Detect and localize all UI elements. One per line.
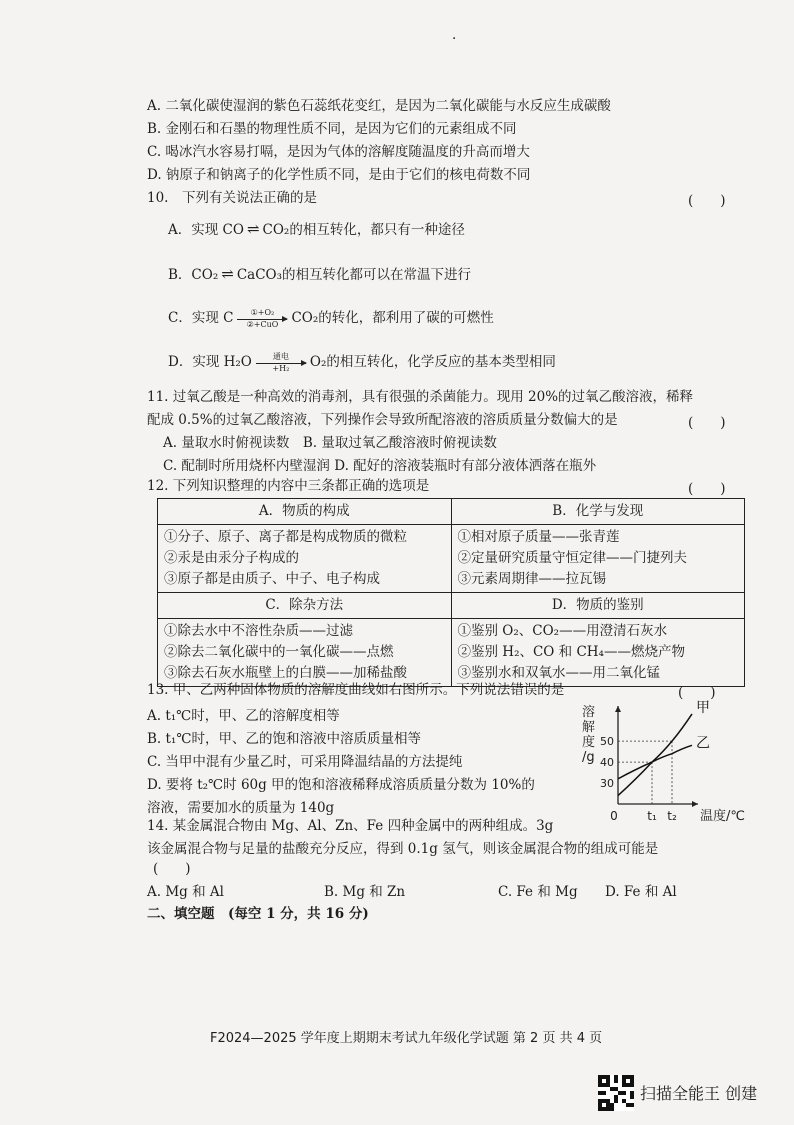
q9-option-c: C. 喝冰汽水容易打嗝，是因为气体的溶解度随温度的升高而增大 <box>147 144 530 160</box>
equilibrium-arrow-icon: ⇌ <box>221 265 234 283</box>
table-cell-a: ①分子、原子、离子都是构成物质的微粒 ②汞是由汞分子构成的 ③原子都是由质子、中子、电子构成 <box>158 525 452 593</box>
reaction-arrow-icon: ①+O₂ ②+CuO <box>235 310 289 328</box>
q11-stem-line2: 配成 0.5%的过氧乙酸溶液，下列操作会导致所配溶液的溶质质量分数偏大的是 <box>147 412 618 428</box>
y-axis-arrow-icon <box>615 706 621 712</box>
section-2-heading: 二、填空题 (每空 1 分，共 16 分) <box>147 906 369 922</box>
q9-option-a: A. 二氧化碳使湿润的紫色石蕊纸花变红，是因为二氧化碳能与水反应生成碳酸 <box>147 98 611 114</box>
series-label: 甲 <box>696 699 710 716</box>
table-cell-c: ①除去水中不溶性杂质——过滤 ②除去二氧化碳中的一氧化碳——点燃 ③除去石灰水瓶壁上的白膜——加稀盐酸 <box>158 619 452 687</box>
series-curve-jia <box>618 714 692 796</box>
q13-stem: 13. 甲、乙两种固体物质的溶解度曲线如右图所示。下列说法错误的是 <box>147 682 565 698</box>
q10-option-a: A．实现 CO ⇌ CO₂的相互转化，都只有一种途径 <box>168 220 465 238</box>
top-dot: · <box>452 31 457 47</box>
q12-stem: 12. 下列知识整理的内容中三条都正确的选项是 <box>147 478 430 494</box>
solubility-chart <box>580 699 770 832</box>
y-axis-label: 溶 <box>582 705 596 720</box>
x-tick-label: t₁ <box>647 809 657 823</box>
reaction-arrow-icon: 通电 +H₂ <box>254 354 308 372</box>
q13-option-d-line2: 溶液，需要加水的质量为 140g <box>147 800 335 816</box>
y-axis-label: /g <box>582 750 595 765</box>
scanner-watermark: 扫描全能王 创建 <box>640 1084 758 1103</box>
q13-option-c: C. 当甲中混有少量乙时，可采用降温结晶的方法提纯 <box>147 754 463 770</box>
series-curve-yi <box>618 745 692 779</box>
equilibrium-arrow-icon: ⇌ <box>246 220 260 238</box>
q14-answer-paren: ( ) <box>153 861 191 877</box>
q13-answer-paren: ( ) <box>678 685 716 701</box>
qr-code-icon <box>598 1075 634 1111</box>
q10-option-d: D．实现 H₂O 通电 +H₂ O₂的相互转化，化学反应的基本类型相同 <box>168 351 556 373</box>
page-footer: F2024—2025 学年度上期期末考试九年级化学试题 第 2 页 共 4 页 <box>210 1031 603 1046</box>
q10-stem: 10. 下列有关说法正确的是 <box>147 190 317 206</box>
q14-stem-line2: 该金属混合物与足量的盐酸充分反应，得到 0.1g 氢气，则该金属混合物的组成可能是 <box>147 841 659 857</box>
table-head-c: C．除杂方法 <box>158 593 452 619</box>
q10-option-b: B．CO₂ ⇌ CaCO₃的相互转化都可以在常温下进行 <box>168 265 471 283</box>
table-cell-b: ①相对原子质量——张青莲 ②定量研究质量守恒定律——门捷列夫 ③元素周期律——拉瓦锡 <box>451 525 745 593</box>
x-axis-label: 温度/℃ <box>700 809 745 824</box>
q11-answer-paren: ( ) <box>688 415 726 431</box>
series-label: 乙 <box>696 735 710 752</box>
origin-label: 0 <box>610 809 618 823</box>
q12-answer-paren: ( ) <box>688 481 726 497</box>
q14-option-b: B. Mg 和 Zn <box>324 884 406 900</box>
y-axis-label: 度 <box>582 735 596 750</box>
q9-option-b: B. 金刚石和石墨的物理性质不同，是因为它们的元素组成不同 <box>147 121 517 137</box>
q10-option-c: C．实现 C ①+O₂ ②+CuO CO₂的转化，都利用了碳的可燃性 <box>168 307 494 329</box>
q14-option-d: D. Fe 和 Al <box>605 884 677 900</box>
q14-stem-line1: 14. 某金属混合物由 Mg、Al、Zn、Fe 四种金属中的两种组成。3g <box>147 818 554 834</box>
x-axis-arrow-icon <box>692 801 698 807</box>
q14-option-a: A. Mg 和 Al <box>147 884 224 900</box>
y-axis-label: 解 <box>582 720 596 735</box>
y-tick-label: 30 <box>600 777 614 791</box>
q13-option-b: B. t₁℃时，甲、乙的饱和溶液中溶质质量相等 <box>147 731 421 747</box>
q9-option-d: D. 钠原子和钠离子的化学性质不同，是由于它们的核电荷数不同 <box>147 167 531 183</box>
knowledge-table <box>157 498 745 687</box>
y-tick-label: 50 <box>600 735 614 749</box>
table-head-d: D．物质的鉴别 <box>451 593 745 619</box>
q14-option-c: C. Fe 和 Mg <box>498 884 578 900</box>
q13-option-a: A. t₁℃时，甲、乙的溶解度相等 <box>147 708 340 724</box>
q11-stem-line1: 11. 过氧乙酸是一种高效的消毒剂，具有很强的杀菌能力。现用 20%的过氧乙酸溶液，稀释 <box>147 389 694 405</box>
q11-options-ab: A. 量取水时俯视读数 B. 量取过氧乙酸溶液时俯视读数 <box>163 435 497 451</box>
table-head-a: A．物质的构成 <box>158 499 452 525</box>
x-tick-label: t₂ <box>667 809 677 823</box>
q11-options-cd: C. 配制时所用烧杯内壁湿润 D. 配好的溶液装瓶时有部分液体洒落在瓶外 <box>163 458 597 474</box>
q13-option-d-line1: D. 要将 t₂℃时 60g 甲的饱和溶液稀释成溶质质量分数为 10%的 <box>147 777 535 793</box>
y-tick-label: 40 <box>600 756 614 770</box>
q10-answer-paren: ( ) <box>688 193 726 209</box>
table-cell-d: ①鉴别 O₂、CO₂——用澄清石灰水 ②鉴别 H₂、CO 和 CH₄——燃烧产物 ③鉴别水和双氧水——用二氧化锰 <box>451 619 745 687</box>
table-head-b: B．化学与发现 <box>451 499 745 525</box>
